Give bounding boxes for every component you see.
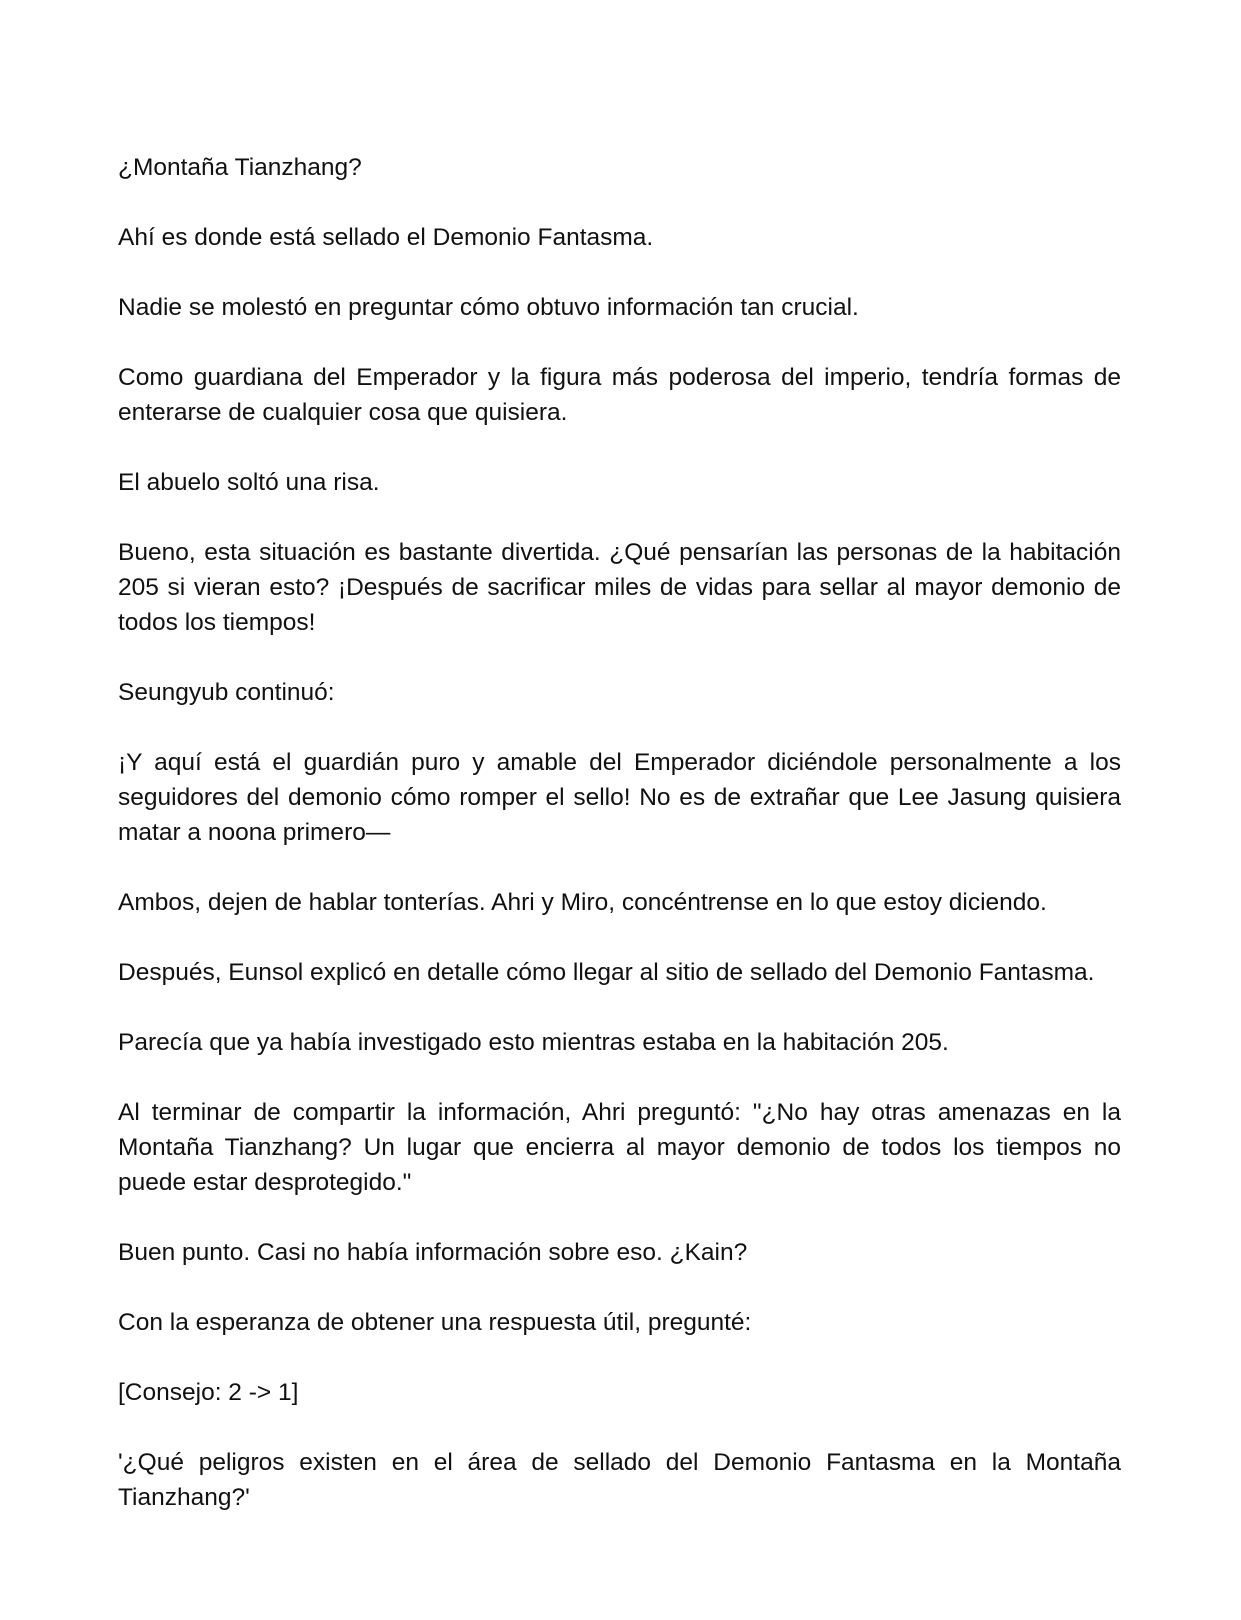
paragraph: Parecía que ya había investigado esto mientras estaba en la habitación 205. — [118, 1029, 949, 1056]
paragraph: Ahí es donde está sellado el Demonio Fantasma. — [118, 224, 654, 251]
paragraph: Bueno, esta situación es bastante divertida. ¿Qué pensarían las personas de la habitación 205 si vieran esto? ¡Después de sacrificar miles de vidas para sellar al mayor demonio de todos los tiempos! — [118, 539, 1121, 636]
paragraph: [Consejo: 2 -> 1] — [118, 1379, 299, 1406]
paragraph: ¿Montaña Tianzhang? — [118, 154, 362, 181]
document-body — [118, 150, 1121, 1515]
paragraph: Después, Eunsol explicó en detalle cómo llegar al sitio de sellado del Demonio Fantasma. — [118, 959, 1095, 986]
paragraph: Ambos, dejen de hablar tonterías. Ahri y Miro, concéntrense en lo que estoy diciendo. — [118, 889, 1047, 916]
paragraph: Al terminar de compartir la información, Ahri preguntó: "¿No hay otras amenazas en la Montaña Tianzhang? Un lugar que encierra al mayor demonio de todos los tiempos no puede estar desprotegido." — [118, 1099, 1121, 1196]
paragraph: '¿Qué peligros existen en el área de sellado del Demonio Fantasma en la Montaña Tianzhang?' — [118, 1449, 1121, 1511]
paragraph: Buen punto. Casi no había información sobre eso. ¿Kain? — [118, 1239, 748, 1266]
paragraph: El abuelo soltó una risa. — [118, 469, 380, 496]
paragraph: Con la esperanza de obtener una respuesta útil, pregunté: — [118, 1309, 752, 1336]
paragraph: Como guardiana del Emperador y la figura más poderosa del imperio, tendría formas de enterarse de cualquier cosa que quisiera. — [118, 364, 1121, 426]
paragraph: Seungyub continuó: — [118, 679, 335, 706]
paragraph: Nadie se molestó en preguntar cómo obtuvo información tan crucial. — [118, 294, 859, 321]
paragraph: ¡Y aquí está el guardián puro y amable del Emperador diciéndole personalmente a los seguidores del demonio cómo romper el sello! No es de extrañar que Lee Jasung quisiera matar a noona primero— — [118, 749, 1121, 846]
